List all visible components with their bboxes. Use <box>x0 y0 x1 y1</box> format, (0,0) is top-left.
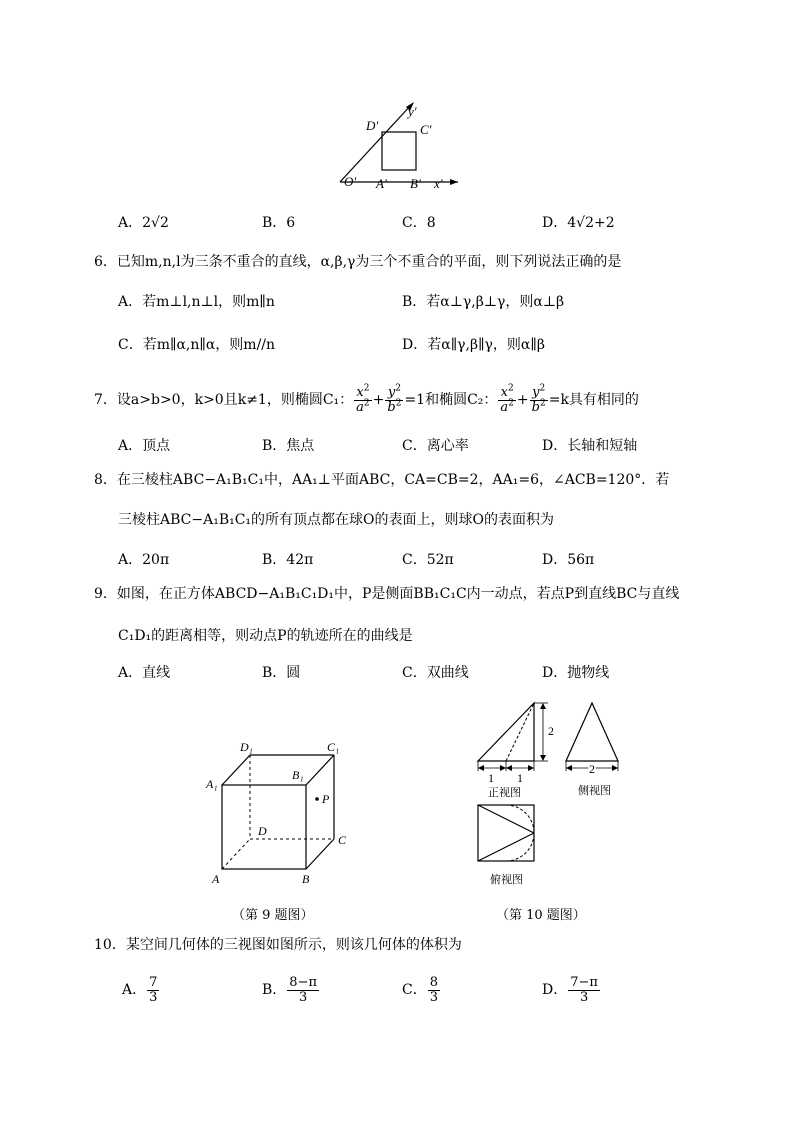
label-C: C′ <box>420 122 432 137</box>
q5-option-b: B．6 <box>262 215 296 231</box>
label-D1: D₁ <box>240 740 253 754</box>
q7-frac-y2b2: $\frac{y^2}{b^2}$ <box>387 383 402 415</box>
q7-option-b: B．焦点 <box>262 438 315 454</box>
dim-width: 2 <box>589 762 595 776</box>
square <box>382 132 416 170</box>
label-D: D <box>258 824 267 838</box>
label-P: P <box>322 792 330 806</box>
q5-option-c: C．8 <box>402 215 436 231</box>
q9-option-d: D．抛物线 <box>542 665 610 681</box>
q9-line2: C₁D₁的距离相等，则动点P的轨迹所在的曲线是 <box>118 628 413 644</box>
side-view <box>566 703 618 771</box>
top-view <box>478 805 534 861</box>
fig9-caption: （第 9 题图） <box>232 908 314 923</box>
edge-bc <box>306 839 334 869</box>
q10-option-a: A． $\frac{7}{3}$ <box>122 974 158 1005</box>
label-B: B <box>302 872 310 886</box>
point-p <box>315 797 319 801</box>
label-C: C <box>338 833 347 847</box>
edge-b1c1 <box>306 755 334 785</box>
top-view-label: 俯视图 <box>490 874 523 886</box>
q10-option-c: C． $\frac{8}{3}$ <box>402 974 438 1005</box>
label-B: B′ <box>410 176 421 191</box>
fig9-cube <box>200 735 360 890</box>
fig10-caption: （第 10 题图） <box>496 908 586 923</box>
q7-stem: 7．设a>b>0，k>0且k≠1，则椭圆C₁： $\frac{x^2}{a^2}$ + $\frac{y^2}{b^2}$ =1和椭圆C₂： $\frac{x^2}{a^2}$ + $\frac{y^2}{b^2}$ =k具有相同的 <box>94 383 639 415</box>
label-O: O′ <box>344 174 357 189</box>
edge-ad-hidden <box>222 839 250 869</box>
q5-option-a: A．2√2 <box>118 215 169 231</box>
q5-option-d: D．4√2+2 <box>542 215 615 231</box>
q7-option-a: A．顶点 <box>118 438 171 454</box>
label-A1: A₁ <box>206 777 218 791</box>
q9-option-c: C．双曲线 <box>402 665 469 681</box>
q8-option-c: C．52π <box>402 552 454 568</box>
dim-one-left: 1 <box>488 771 494 785</box>
q5-oblique-figure <box>330 96 460 192</box>
label-A: A′ <box>376 176 387 191</box>
fig10-three-views <box>468 693 638 893</box>
q5-option-a-text: 2√2 <box>142 215 169 231</box>
q6-option-a: A．若m⊥l,n⊥l，则m∥n <box>118 294 275 310</box>
q6-stem: 6．已知m,n,l为三条不重合的直线，α,β,γ为三个不重合的平面，则下列说法正确的是 <box>94 254 622 270</box>
q10-option-b: B． $\frac{8-\pi}{3}$ <box>262 974 318 1005</box>
side-view-label: 侧视图 <box>578 785 611 797</box>
q7-option-d: D．长轴和短轴 <box>542 438 638 454</box>
q10-stem: 10．某空间几何体的三视图如图所示，则该几何体的体积为 <box>94 937 462 953</box>
q8-line1: 8．在三棱柱ABC−A₁B₁C₁中，AA₁⊥平面ABC，CA=CB=2，AA₁=6，∠ACB=120°．若 <box>94 472 670 488</box>
q7-frac-y2b2-b: $\frac{y^2}{b^2}$ <box>531 383 546 415</box>
q6-option-d: D．若α∥γ,β∥γ，则α∥β <box>402 337 545 353</box>
label-y: y′ <box>408 104 417 119</box>
front-view-label: 正视图 <box>488 787 521 799</box>
dim-one-right: 1 <box>517 771 523 785</box>
x-arrow-icon <box>450 179 458 185</box>
dim-height: 2 <box>548 724 554 738</box>
q9-option-a: A．直线 <box>118 665 171 681</box>
label-D: D′ <box>366 118 379 133</box>
q8-option-d: D．56π <box>542 552 595 568</box>
label-A: A <box>212 872 220 886</box>
label-C1: C₁ <box>327 740 340 754</box>
q7-frac-x2a2: $\frac{x^2}{a^2}$ <box>356 383 370 415</box>
q7-option-c: C．离心率 <box>402 438 469 454</box>
q9-line1: 9．如图，在正方体ABCD−A₁B₁C₁D₁中，P是侧面BB₁C₁C内一动点，若点P到直线BC与直线 <box>94 586 680 602</box>
q8-option-b: B．42π <box>262 552 314 568</box>
q10-option-d: D． $\frac{7-\pi}{3}$ <box>542 974 598 1005</box>
front-view <box>478 703 548 771</box>
q7-frac-x2a2-b: $\frac{x^2}{a^2}$ <box>500 383 514 415</box>
edge-a1d1 <box>222 755 250 785</box>
q6-option-b: B．若α⊥γ,β⊥γ，则α⊥β <box>402 294 565 310</box>
q8-option-a: A．20π <box>118 552 170 568</box>
q9-option-b: B．圆 <box>262 665 301 681</box>
q6-option-c: C．若m∥α,n∥α，则m//n <box>118 337 276 353</box>
q8-line2: 三棱柱ABC−A₁B₁C₁的所有顶点都在球O的表面上，则球O的表面积为 <box>118 512 555 528</box>
label-B1: B₁ <box>292 768 304 782</box>
label-x: x′ <box>434 176 443 191</box>
